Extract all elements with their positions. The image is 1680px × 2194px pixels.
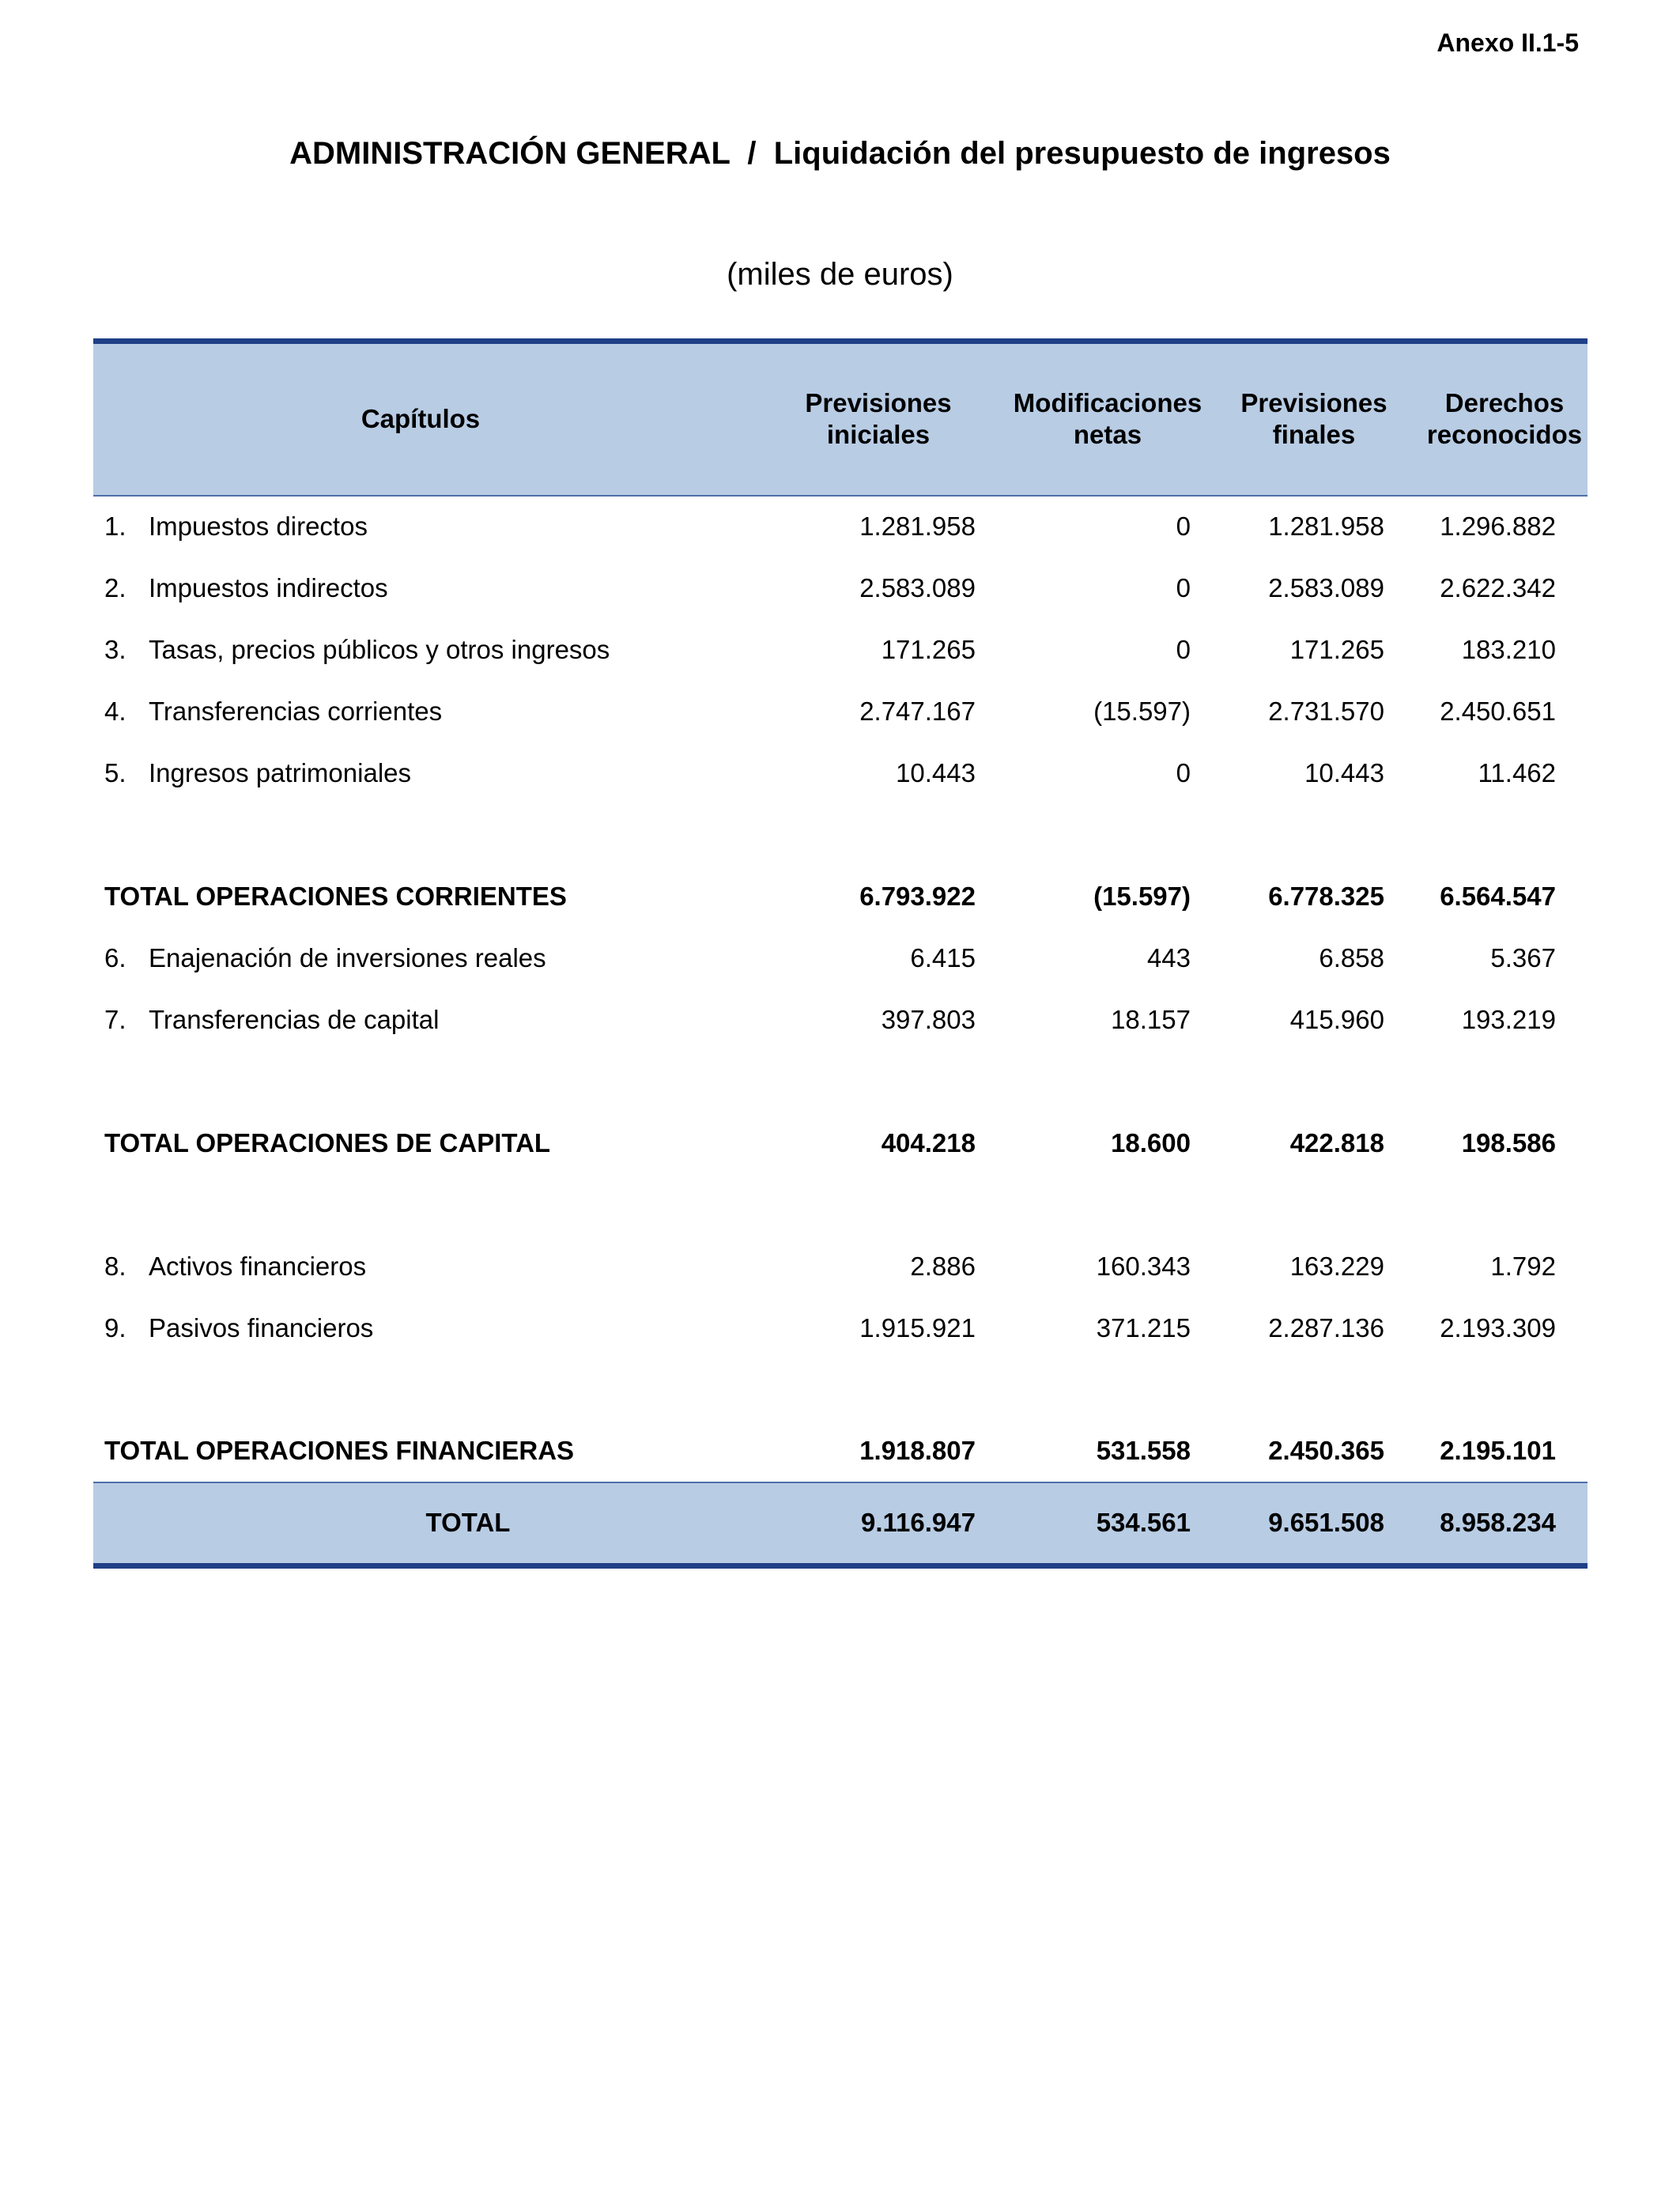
table-footer: [93, 1482, 1588, 1566]
chapter-number: 7.: [104, 1004, 126, 1034]
cell-modificaciones-netas: (15.597): [1093, 881, 1191, 911]
cell-derechos-reconocidos: 6.564.547: [1440, 881, 1556, 911]
chapter-label: [93, 1297, 748, 1359]
spacer-cell: [93, 1174, 1588, 1236]
chapter-name: Tasas, precios públicos y otros ingresos: [149, 634, 610, 664]
cell-previsiones-iniciales: 1.918.807: [859, 1436, 976, 1465]
chapter-number: 1.: [104, 512, 126, 541]
table-row: [93, 619, 1588, 681]
cell-previsiones-finales: 422.818: [1289, 1127, 1384, 1157]
subtotal-label: [93, 866, 748, 927]
header-previsiones-finales: Previsiones finales: [1206, 342, 1421, 496]
cell-modificaciones-netas: 0: [1176, 572, 1191, 602]
chapter-name: Pasivos financieros: [149, 1312, 374, 1342]
cell-modificaciones-netas: 18.600: [1111, 1127, 1191, 1157]
cell-derechos-reconocidos: 1.296.882: [1440, 512, 1556, 541]
cell-previsiones-finales: 6.778.325: [1268, 881, 1384, 911]
cell-previsiones-iniciales: 6.793.922: [859, 881, 976, 911]
chapter-number: 8.: [104, 1251, 126, 1281]
spacer-cell: [93, 804, 1588, 866]
chapter-name: TOTAL OPERACIONES FINANCIERAS: [104, 1436, 575, 1465]
table-header: [93, 342, 1588, 496]
cell-previsiones-iniciales: 1.281.958: [859, 512, 976, 541]
chapter-number: 9.: [104, 1312, 126, 1342]
annex-label: Anexo II.1-5: [1436, 28, 1579, 57]
subtotal-row: [93, 1421, 1588, 1482]
cell-derechos-reconocidos: 193.219: [1461, 1004, 1556, 1034]
subtotal-row: [93, 1112, 1588, 1174]
subtotal-label: [93, 1421, 748, 1482]
header-derechos-reconocidos: Derechos reconocidos: [1421, 342, 1588, 496]
chapter-label: [93, 557, 748, 619]
chapter-number: 5.: [104, 757, 126, 787]
spacer-cell: [93, 1051, 1588, 1112]
cell-previsiones-iniciales: 2.747.167: [859, 696, 976, 726]
spacer-row: [93, 1174, 1588, 1236]
page-title: ADMINISTRACIÓN GENERAL / Liquidación del presupuesto de ingresos: [289, 136, 1391, 171]
budget-table: [93, 338, 1588, 1569]
cell-modificaciones-netas: 0: [1176, 757, 1191, 787]
cell-previsiones-iniciales: 1.915.921: [859, 1312, 976, 1342]
cell-modificaciones-netas: 371.215: [1096, 1312, 1191, 1342]
cell-modificaciones-netas: 531.558: [1096, 1436, 1191, 1465]
total-row: [93, 1482, 1588, 1566]
cell-modificaciones-netas: 0: [1176, 634, 1191, 664]
chapter-name: Transferencias corrientes: [149, 696, 443, 726]
table-row: [93, 681, 1588, 742]
table-row: [93, 1297, 1588, 1359]
cell-previsiones-finales: 163.229: [1289, 1251, 1384, 1281]
cell-derechos-reconocidos: 2.195.101: [1440, 1436, 1556, 1465]
spacer-cell: [93, 1359, 1588, 1421]
cell-previsiones-iniciales: 404.218: [881, 1127, 976, 1157]
cell-derechos-reconocidos: 2.193.309: [1440, 1312, 1556, 1342]
units-subtitle: (miles de euros): [727, 257, 953, 292]
cell-previsiones-finales: 415.960: [1289, 1004, 1384, 1034]
cell-previsiones-finales: 171.265: [1289, 634, 1384, 664]
cell-modificaciones-netas: (15.597): [1093, 696, 1191, 726]
cell-derechos-reconocidos: 1.792: [1490, 1251, 1556, 1281]
chapter-name: Enajenación de inversiones reales: [149, 942, 546, 972]
cell-derechos-reconocidos: 198.586: [1461, 1127, 1556, 1157]
cell-derechos-reconocidos: 183.210: [1461, 634, 1556, 664]
cell-derechos-reconocidos: 2.450.651: [1440, 696, 1556, 726]
spacer-row: [93, 804, 1588, 866]
header-previsiones-iniciales: Previsiones iniciales: [748, 342, 1009, 496]
cell-previsiones-iniciales: 2.886: [910, 1251, 976, 1281]
chapter-label: [93, 1236, 748, 1297]
cell-derechos-reconocidos: 2.622.342: [1440, 572, 1556, 602]
subtotal-label: [93, 1112, 748, 1174]
total-previsiones-iniciales: 9.116.947: [748, 1482, 1009, 1566]
table-row: [93, 742, 1588, 804]
cell-previsiones-iniciales: 171.265: [881, 634, 976, 664]
header-capitulos: Capítulos: [93, 342, 748, 496]
chapter-name: Activos financieros: [149, 1251, 367, 1281]
chapter-label: [93, 989, 748, 1051]
chapter-number: 3.: [104, 634, 126, 664]
chapter-name: Ingresos patrimoniales: [149, 757, 411, 787]
table-row: [93, 496, 1588, 557]
table-row: [93, 557, 1588, 619]
subtotal-row: [93, 866, 1588, 927]
table-row: [93, 927, 1588, 989]
cell-derechos-reconocidos: 5.367: [1490, 942, 1556, 972]
total-derechos-reconocidos: 8.958.234: [1421, 1482, 1588, 1566]
cell-modificaciones-netas: 160.343: [1096, 1251, 1191, 1281]
cell-modificaciones-netas: 443: [1146, 942, 1191, 972]
chapter-number: 2.: [104, 572, 126, 602]
cell-previsiones-finales: 10.443: [1304, 757, 1384, 787]
header-row: [93, 342, 1588, 496]
cell-previsiones-finales: 1.281.958: [1268, 512, 1384, 541]
cell-modificaciones-netas: 0: [1176, 512, 1191, 541]
chapter-label: [93, 681, 748, 742]
table-row: [93, 1236, 1588, 1297]
chapter-label: [93, 742, 748, 804]
header-modificaciones-netas: Modificaciones netas: [1009, 342, 1206, 496]
table-row: [93, 989, 1588, 1051]
cell-previsiones-finales: 2.731.570: [1268, 696, 1384, 726]
cell-previsiones-finales: 2.583.089: [1268, 572, 1384, 602]
chapter-name: Impuestos directos: [149, 512, 368, 541]
total-label-text: TOTAL: [425, 1508, 511, 1538]
cell-previsiones-finales: 6.858: [1319, 942, 1384, 972]
chapter-label: [93, 619, 748, 681]
total-modificaciones-netas: 534.561: [1009, 1482, 1206, 1566]
chapter-name: Transferencias de capital: [149, 1004, 440, 1034]
cell-previsiones-iniciales: 397.803: [881, 1004, 976, 1034]
chapter-number: 4.: [104, 696, 126, 726]
spacer-row: [93, 1051, 1588, 1112]
chapter-name: Impuestos indirectos: [149, 572, 388, 602]
cell-previsiones-finales: 2.450.365: [1268, 1436, 1384, 1465]
chapter-name: TOTAL OPERACIONES DE CAPITAL: [104, 1127, 551, 1157]
spacer-row: [93, 1359, 1588, 1421]
chapter-name: TOTAL OPERACIONES CORRIENTES: [104, 881, 567, 911]
chapter-number: 6.: [104, 942, 126, 972]
chapter-label: [93, 927, 748, 989]
cell-previsiones-iniciales: 10.443: [896, 757, 976, 787]
cell-previsiones-iniciales: 6.415: [910, 942, 976, 972]
cell-modificaciones-netas: 18.157: [1111, 1004, 1191, 1034]
cell-previsiones-iniciales: 2.583.089: [859, 572, 976, 602]
cell-derechos-reconocidos: 11.462: [1478, 757, 1556, 787]
total-label: [93, 1482, 748, 1566]
cell-previsiones-finales: 2.287.136: [1268, 1312, 1384, 1342]
chapter-label: [93, 496, 748, 557]
table-body: [93, 496, 1588, 1482]
total-previsiones-finales: 9.651.508: [1206, 1482, 1421, 1566]
